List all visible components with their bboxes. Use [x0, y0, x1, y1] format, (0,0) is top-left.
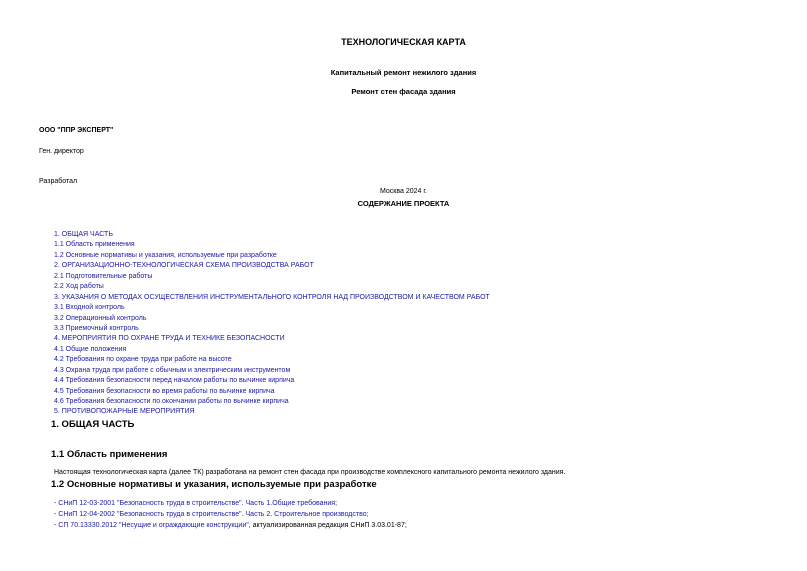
toc-item[interactable]: 1.1 Область применения: [54, 241, 135, 249]
document-subtitle-object: Капитальный ремонт нежилого здания: [330, 68, 477, 77]
toc-item[interactable]: 3.2 Операционный контроль: [54, 314, 147, 322]
organization-name: ООО "ППР ЭКСПЕРТ": [39, 127, 114, 134]
toc-item[interactable]: 1.2 Основные нормативы и указания, используемые при разработке: [54, 251, 277, 259]
document-subtitle-work: Ремонт стен фасада здания: [351, 87, 456, 96]
list-item[interactable]: [54, 498, 407, 509]
toc-item[interactable]: 1. ОБЩАЯ ЧАСТЬ: [54, 231, 113, 238]
toc-item[interactable]: 4. МЕРОПРИЯТИЯ ПО ОХРАНЕ ТРУДА И ТЕХНИКЕ БЕЗОПАСНОСТИ: [54, 335, 285, 343]
toc-item[interactable]: 2.2 Ход работы: [54, 283, 104, 291]
norms-list: [54, 498, 407, 531]
document-title: ТЕХНОЛОГИЧЕСКАЯ КАРТА: [341, 37, 466, 47]
norm-link[interactable]: - СНиП 12-04-2002 "Безопасность труда в строительстве". Часть 2. Строительное производство;: [54, 511, 369, 518]
toc-item[interactable]: 4.4 Требования безопасности перед началом работы по вычинке кирпича: [54, 377, 295, 385]
norm-link[interactable]: - СНиП 12-03-2001 "Безопасность труда в строительстве". Часть 1.Общие требования;: [54, 500, 338, 507]
toc-item[interactable]: 4.2 Требования по охране труда при работе на высоте: [54, 356, 232, 364]
director-label: Ген. директор: [39, 148, 84, 155]
subsection-heading-norms: 1.2 Основные нормативы и указания, используемые при разработке: [51, 479, 377, 490]
list-item[interactable]: [54, 520, 407, 531]
toc-item[interactable]: 2. ОРГАНИЗАЦИОННО-ТЕХНОЛОГИЧЕСКАЯ СХЕМА ПРОИЗВОДСТВА РАБОТ: [54, 262, 314, 270]
toc-item[interactable]: 3.3 Приемочный контроль: [54, 324, 139, 332]
toc-item[interactable]: 4.1 Общие положения: [54, 345, 127, 353]
toc-item[interactable]: 4.6 Требования безопасности по окончании работы по вычинке кирпича: [54, 398, 289, 405]
toc-item[interactable]: 3.1 Входной контроль: [54, 304, 125, 312]
toc-item[interactable]: 5. ПРОТИВОПОЖАРНЫЕ МЕРОПРИЯТИЯ: [54, 408, 195, 416]
scope-paragraph: Настоящая технологическая карта (далее ТК) разработана на ремонт стен фасада при производстве комплексного капитального ремонта нежилого здания.: [54, 469, 566, 476]
norm-link[interactable]: - СП 70.13330.2012 "Несущие и ограждающие конструкции": [54, 522, 249, 529]
developed-by-label: Разработал: [39, 178, 78, 185]
table-of-contents: [54, 230, 490, 418]
list-item[interactable]: [54, 509, 407, 520]
section-heading-general: 1. ОБЩАЯ ЧАСТЬ: [51, 419, 135, 430]
subsection-heading-scope: 1.1 Область применения: [51, 449, 168, 460]
city-year: Москва 2024 г.: [379, 188, 427, 195]
toc-item[interactable]: 3. УКАЗАНИЯ О МЕТОДАХ ОСУЩЕСТВЛЕНИЯ ИНСТРУМЕНТАЛЬНОГО КОНТРОЛЯ НАД ПРОИЗВОДСТВОМ И КАЧЕСТВОМ РАБОТ: [54, 293, 490, 301]
toc-item[interactable]: 4.5 Требования безопасности во время работы по вычинке кирпича: [54, 387, 275, 395]
toc-item[interactable]: 2.1 Подготовительные работы: [54, 272, 153, 280]
toc-item[interactable]: 4.3 Охрана труда при работе с обычным и электрическим инструментом: [54, 366, 291, 374]
norm-tail: , актуализированная редакция СНиП 3.03.01-87;: [248, 522, 407, 529]
contents-title: СОДЕРЖАНИЕ ПРОЕКТА: [357, 199, 450, 208]
